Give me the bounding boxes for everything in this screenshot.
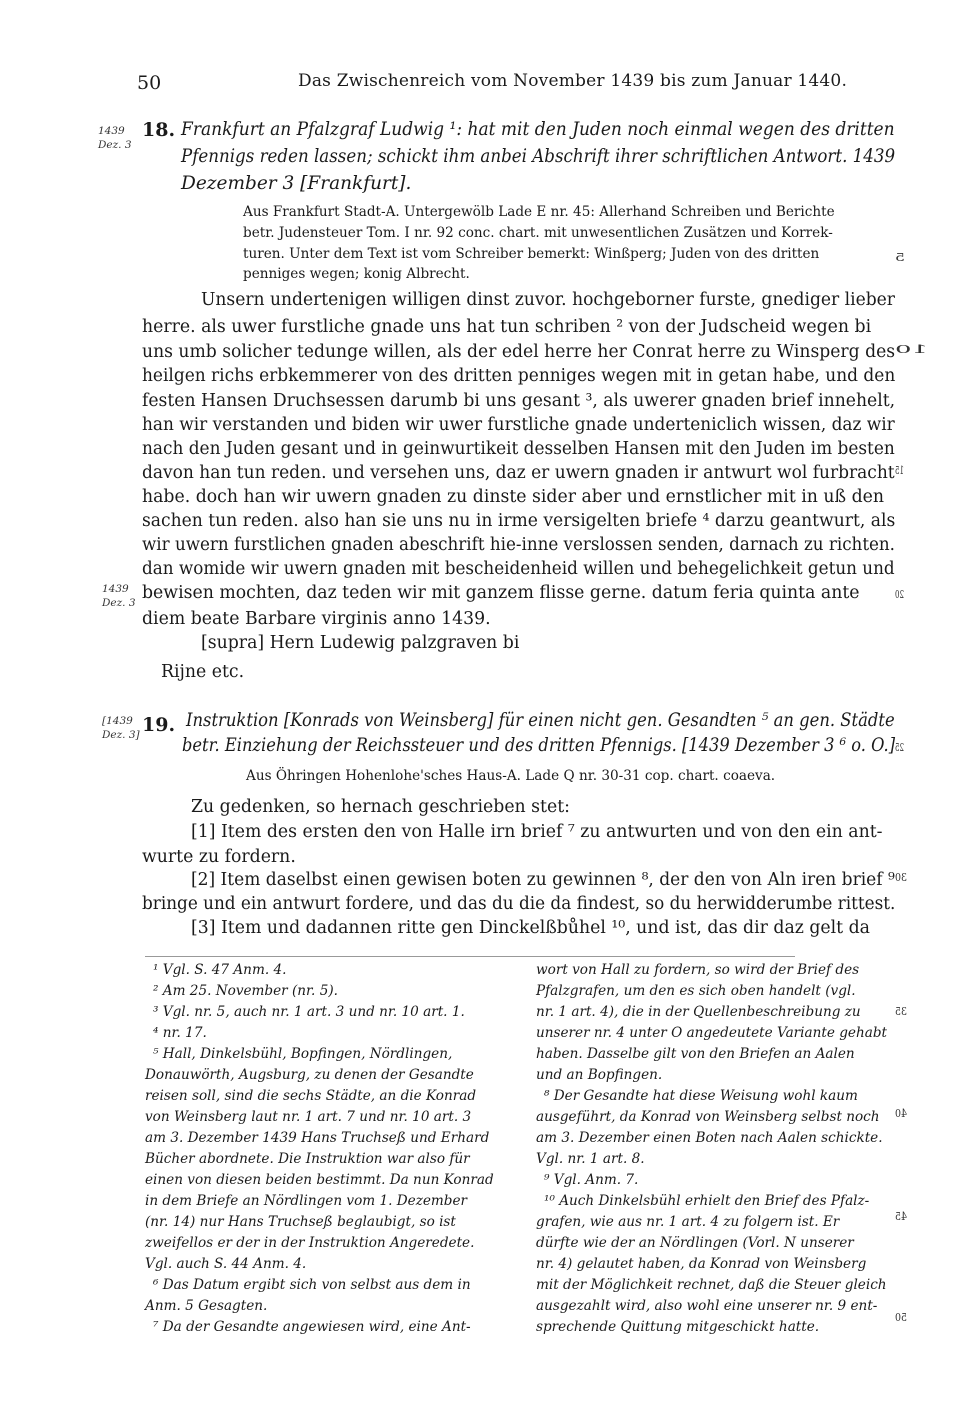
text-line: habe. doch han wir uwern gnaden zu dinste sider aber und ernstlicher mit in uß den (142, 487, 884, 507)
footnote-line: ⁹ Vgl. Anm. 7. (544, 1172, 639, 1188)
footnote-line: ⁵ Hall, Dinkelsbühl, Bopfingen, Nördlingen, (153, 1046, 453, 1062)
footnote-line: in dem Briefe an Nördlingen vom 1. Dezember (145, 1193, 468, 1209)
text-line: dan womide wir uwern gnaden mit bescheidenheid willen und behegelichkeit getun und (142, 559, 895, 579)
line-number: 35 (895, 1005, 907, 1018)
text-line: [1] Item des ersten den von Halle irn brief ⁷ zu antwurten und von den ein ant- (191, 822, 883, 842)
footnote-line: Vgl. auch S. 44 Anm. 4. (145, 1256, 307, 1272)
footnote-line: wort von Hall zu fordern, so wird der Brief des (536, 962, 860, 978)
footnote-line: grafen, wie aus nr. 1 art. 4 zu folgern ist. Er (536, 1214, 840, 1230)
source-note: Aus Frankfurt Stadt-A. Untergewölb Lade E nr. 45: Allerhand Schreiben und Berichte (243, 204, 835, 220)
source-note: betr. Judensteuer Tom. I nr. 92 conc. chart. mit unwesentlichen Zusätzen und Korrek- (243, 225, 833, 241)
footnote-line: ⁶ Das Datum ergibt sich von selbst aus dem in (153, 1277, 471, 1293)
source-note: Aus Öhringen Hohenlohe'sches Haus-A. Lade Q nr. 30-31 cop. chart. coaeva. (246, 768, 776, 784)
address-line: [supra] Hern Ludewig palzgraven bi (201, 633, 520, 653)
text-line: davon han tun reden. und versehen uns, daz er uwern gnaden ir antwurt wol furbracht (142, 463, 895, 483)
regest-line: Pfennigs reden lassen; schickt ihm anbei Abschrift ihrer schriftlichen Antwort. 1439 (181, 146, 896, 167)
text-line: wir uwern furstlichen gnaden abeschrift hie-inne verslossen senden, darnach zu richten. (142, 535, 896, 555)
margin-date: 1439 Dez. 3 (98, 125, 132, 151)
margin-date: 1439 Dez. 3 (102, 583, 136, 609)
footnote-line: Anm. 5 Gesagten. (145, 1298, 268, 1314)
text-line: sachen tun reden. also han sie uns nu in irme versigelten briefe ⁴ darzu geantwurt, als (142, 511, 896, 531)
text-line: nach den Juden gesant und in geinwurtikeit desselben Hansen mit den Juden im besten (142, 439, 895, 459)
text-line: herre. als uwer furstliche gnade uns hat tun schriben ² von der Judscheid wegen bi (142, 317, 872, 337)
footnote-line: sprechende Quittung mitgeschickt hatte. (536, 1319, 820, 1335)
line-number: 50 (895, 1311, 907, 1324)
footnote-line: nr. 4) gelautet haben, da Konrad von Weinsberg (536, 1256, 867, 1272)
footnote-line: ³ Vgl. nr. 5, auch nr. 1 art. 3 und nr. 10 art. 1. (153, 1004, 465, 1020)
document-number: 18. (142, 119, 176, 141)
text-line: bewisen mochten, daz teden wir mit ganzem flisse gerne. datum feria quinta ante (142, 583, 860, 603)
footnote-line: und an Bopfingen. (536, 1067, 663, 1083)
footnote-line: Pfalzgrafen, um den es sich oben handelt (vgl. (536, 983, 856, 999)
footnote-line: Vgl. nr. 1 art. 8. (536, 1151, 645, 1167)
footnote-line: ⁴ nr. 17. (153, 1025, 207, 1041)
text-line: festen Hansen Druchsessen darumb bi uns gesant ³, als uwerer gnaden brief innehelt, (142, 391, 896, 411)
footnote-line: haben. Dasselbe gilt von den Briefen an Aalen (536, 1046, 855, 1062)
footnote-line: ² Am 25. November (nr. 5). (153, 983, 338, 999)
footnote-line: ⁷ Da der Gesandte angewiesen wird, eine Ant- (153, 1319, 471, 1335)
source-note: turen. Unter dem Text ist vom Schreiber bemerkt: Winßperg; Juden von des dritten (243, 246, 820, 262)
source-note: penniges wegen; konig Albrecht. (243, 266, 470, 282)
footnote-line: Donauwörth, Augsburg, zu denen der Gesandte (145, 1067, 474, 1083)
footnote-line: ausgeführt, da Konrad von Weinsberg selbst noch (536, 1109, 880, 1125)
footnote-line: dürfte wie der an Nördlingen (Vorl. N unserer (536, 1235, 854, 1251)
line-number: 15 (894, 464, 904, 477)
regest-line: Dezember 3 [Frankfurt]. (181, 173, 412, 194)
address-line: Rijne etc. (161, 662, 245, 682)
text-line: Zu gedenken, so hernach geschrieben stet: (191, 797, 570, 817)
text-line: [2] Item daselbst einen gewisen boten zu gewinnen ⁸, der den von Aln iren brief ⁹ (191, 870, 895, 890)
footnote-line: reisen soll, sind die sechs Städte, an die Konrad (145, 1088, 477, 1104)
footnote-line: zweifellos er der in der Instruktion Angeredete. (145, 1235, 475, 1251)
text-line: diem beate Barbare virginis anno 1439. (142, 609, 491, 629)
footnote-line: ⁸ Der Gesandte hat diese Weisung wohl kaum (544, 1088, 858, 1104)
line-number: 10 (895, 343, 928, 356)
running-title: Das Zwischenreich vom November 1439 bis zum Januar 1440. (298, 71, 848, 91)
page-number: 50 (137, 72, 162, 94)
footnote-line: ausgezahlt wird, also wohl eine unserer nr. 9 ent- (536, 1298, 878, 1314)
footnote-line: am 3. Dezember einen Boten nach Aalen schickte. (536, 1130, 883, 1146)
text-line: [3] Item und dadannen ritte gen Dinckelßbůhel ¹⁰, und ist, das dir daz gelt da (191, 918, 870, 938)
regest-line: Frankfurt an Pfalzgraf Ludwig ¹: hat mit den Juden noch einmal wegen des dritten (181, 119, 895, 140)
line-number: 25 (894, 741, 904, 754)
footnote-line: mit der Möglichkeit rechnet, daß die Steuer gleich (536, 1277, 887, 1293)
line-number: 40 (895, 1107, 907, 1120)
line-number: 45 (895, 1210, 907, 1223)
footnote-line: einen von diesen beiden bestimmt. Da nun Konrad (145, 1172, 494, 1188)
line-number: 20 (894, 588, 904, 601)
footnote-line: Bücher abordnete. Die Instruktion war also für (145, 1151, 470, 1167)
regest-line: betr. Einziehung der Reichssteuer und des dritten Pfennigs. [1439 Dezember 3 ⁶ o. O.] (182, 735, 896, 756)
text-line: heilgen richs erbkemmerer von des dritten penniges wegen mit in getan habe, und den (142, 366, 896, 386)
text-line: han wir verstanden und biden wir uwer furstliche gnade underteniclich wissen, daz wir (142, 415, 895, 435)
text-line: Unsern undertenigen willigen dinst zuvor. hochgeborner furste, gnediger lieber (201, 290, 895, 310)
footnote-line: (nr. 14) nur Hans Truchseß beglaubigt, so ist (145, 1214, 456, 1230)
text-line: wurte zu fordern. (142, 847, 296, 867)
margin-date: [1439 Dez. 3] (102, 715, 140, 741)
footnote-line: nr. 1 art. 4), die in der Quellenbeschreibung zu (536, 1004, 861, 1020)
footnote-line: am 3. Dezember 1439 Hans Truchseß und Erhard (145, 1130, 490, 1146)
text-line: bringe und ein antwurt fordere, und das du die da findest, so du herwidderumbe rittest. (142, 894, 896, 914)
regest-line: Instruktion [Konrads von Weinsberg] für einen nicht gen. Gesandten ⁵ an gen. Städte (186, 710, 895, 731)
footnote-separator (145, 956, 795, 957)
footnote-line: ¹⁰ Auch Dinkelsbühl erhielt den Brief des Pfalz- (544, 1193, 870, 1209)
footnote-line: unserer nr. 4 unter O angedeutete Variante gehabt (536, 1025, 887, 1041)
line-number: 5 (894, 251, 905, 264)
footnote-line: ¹ Vgl. S. 47 Anm. 4. (153, 962, 287, 978)
line-number: 30 (895, 871, 907, 884)
footnote-line: von Weinsberg laut nr. 1 art. 7 und nr. 10 art. 3 (145, 1109, 472, 1125)
text-line: uns umb solicher tedunge willen, als der edel herre her Conrat herre zu Winsperg des (142, 342, 896, 362)
document-number: 19. (142, 714, 176, 736)
